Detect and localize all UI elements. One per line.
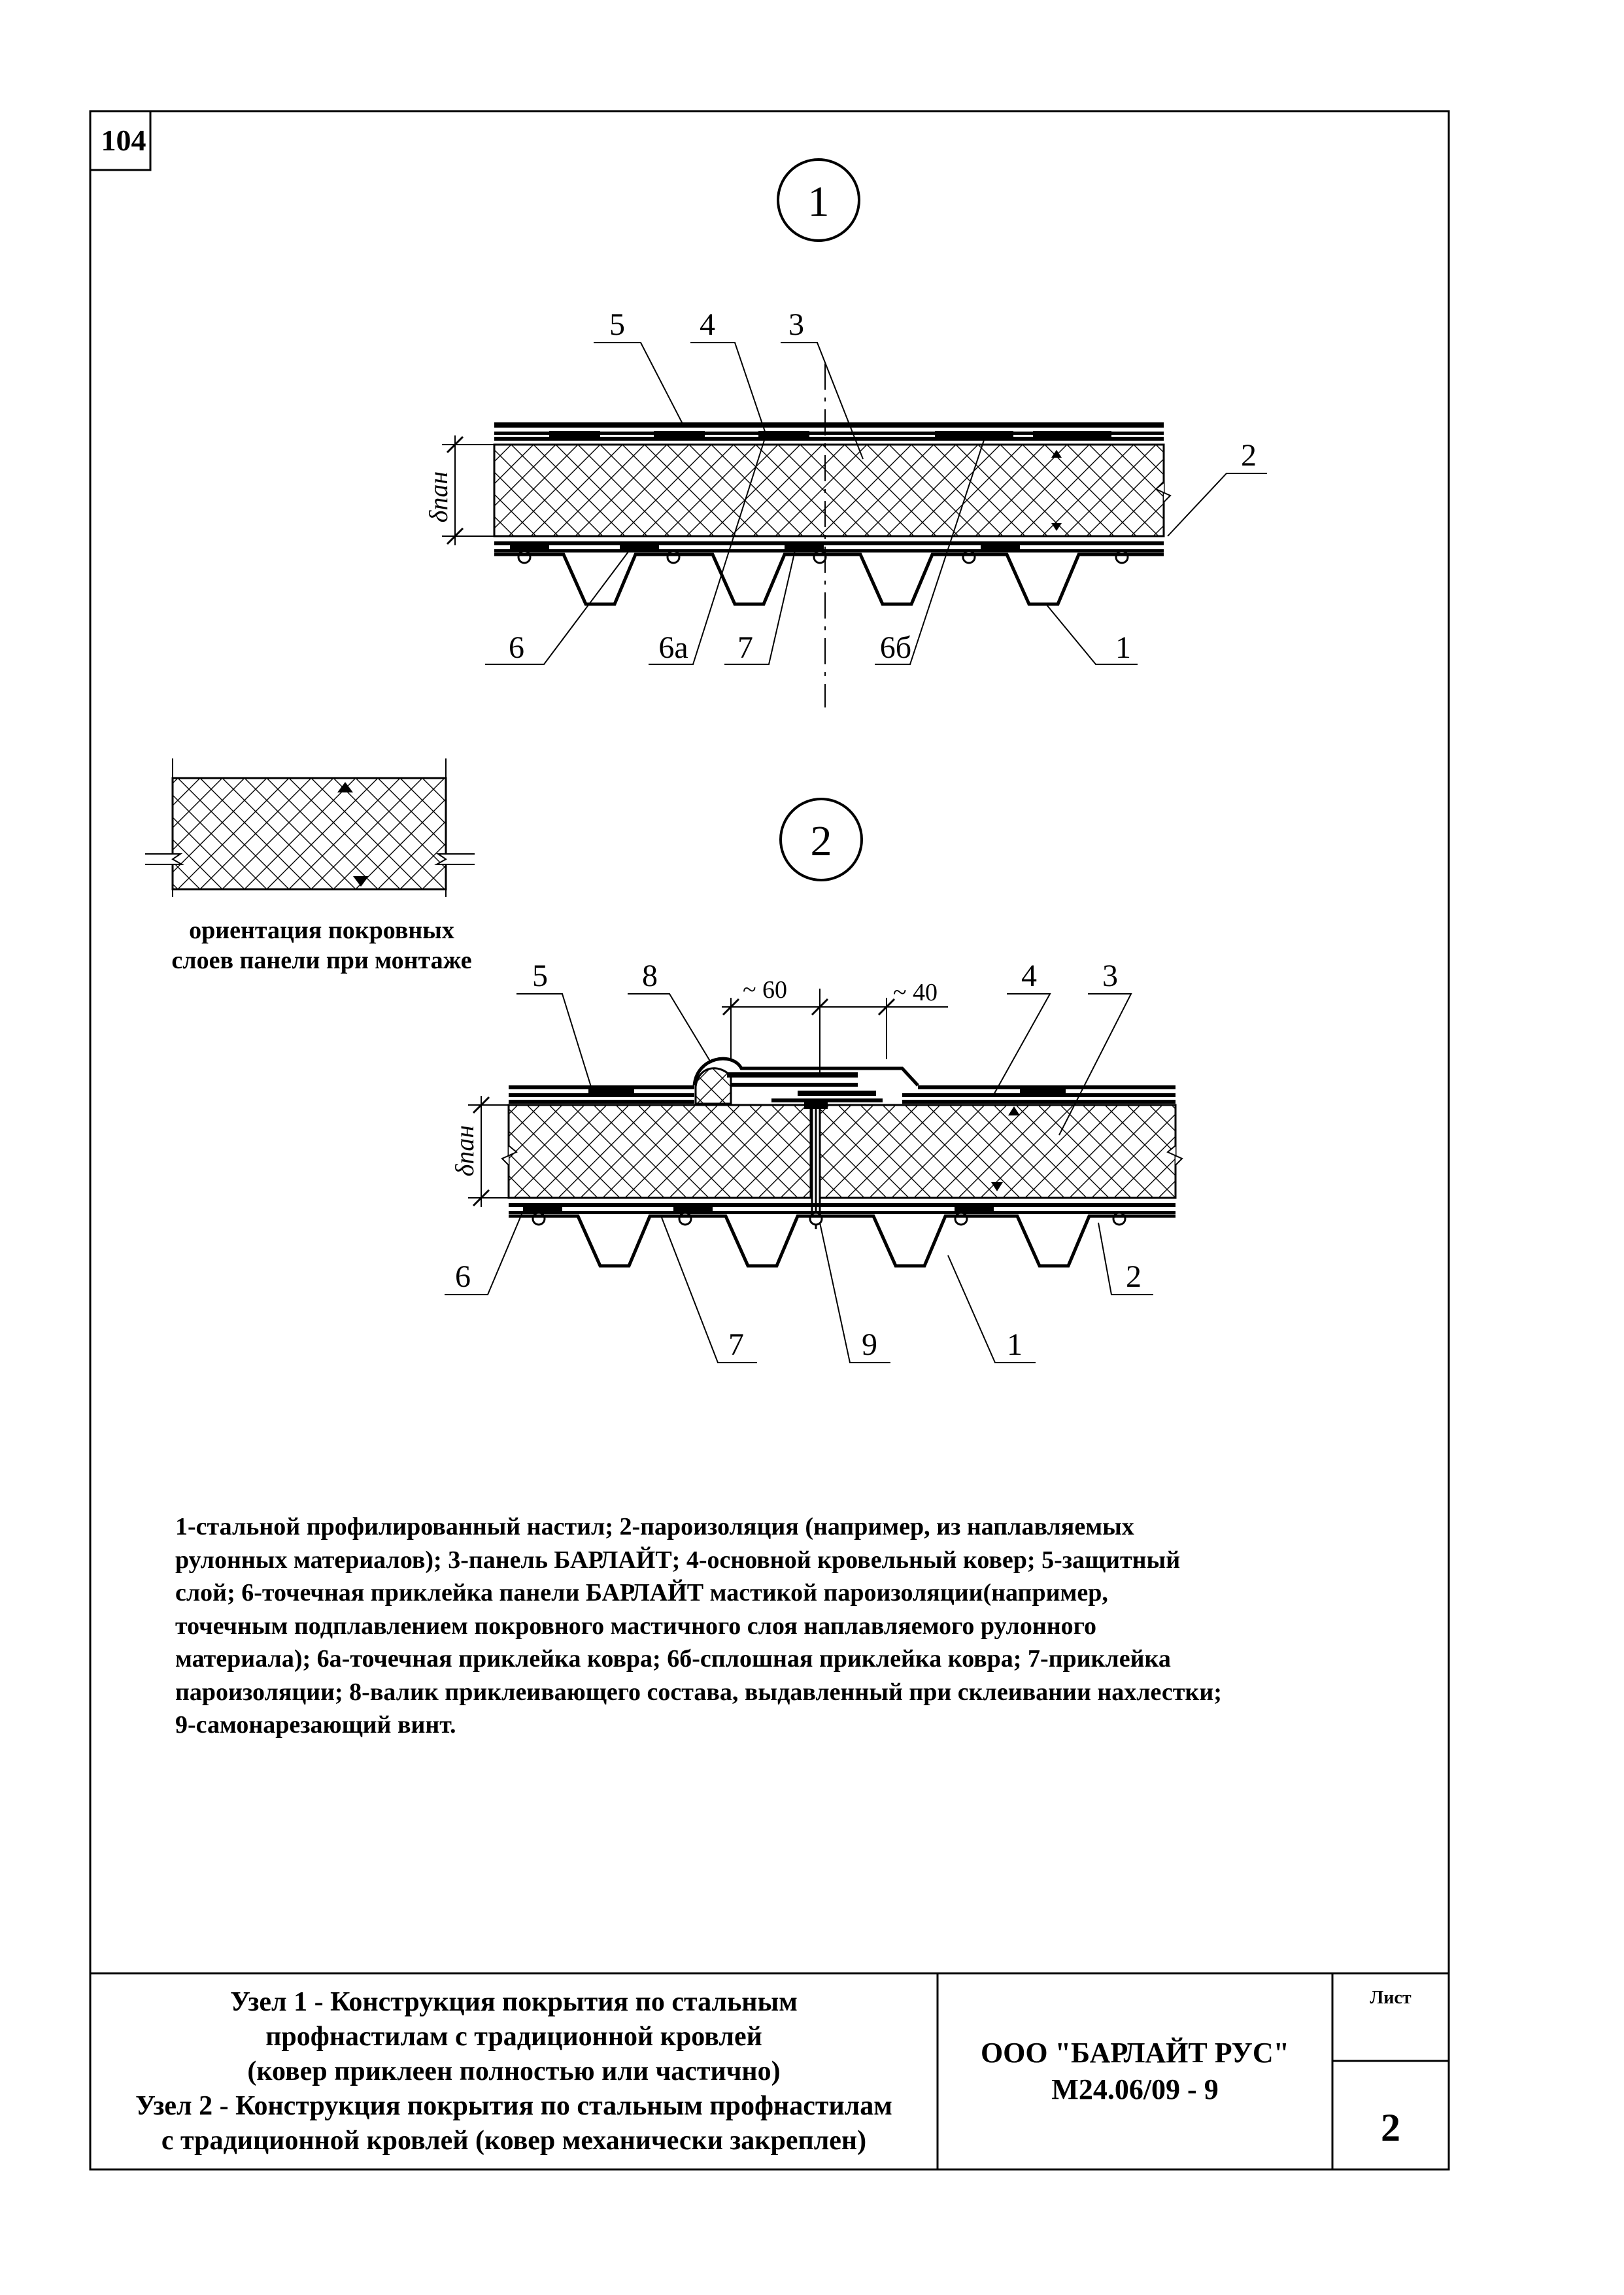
- title-block-line: Узел 2 - Конструкция покрытия по стальным профнастилам: [135, 2090, 892, 2121]
- node-1-callout-4: 4: [700, 307, 715, 342]
- legend-line: слой; 6-точечная приклейка панели БАРЛАЙТ мастикой пароизоляции(например,: [175, 1579, 1108, 1606]
- node-1-callout-6: 6: [509, 630, 524, 665]
- legend-line: точечным подплавлением покровного мастичного слоя наплавляемого рулонного: [175, 1612, 1096, 1640]
- title-block-organization: [938, 1973, 1332, 2169]
- node-2-dim-40: ~ 40: [892, 979, 938, 1006]
- node-2-callout-6: 6: [455, 1259, 471, 1294]
- title-block-line: с традиционной кровлей (ковер механически закреплен): [161, 2125, 867, 2156]
- orientation-caption-line: слоев панели при монтаже: [171, 947, 472, 974]
- node-1-callout-7: 7: [737, 630, 753, 665]
- node-1-callout-3: 3: [788, 307, 804, 342]
- legend-line: пароизоляции; 8-валик приклеивающего состава, выдавленный при склеивании нахлестки;: [175, 1678, 1222, 1706]
- node-1-callout-5: 5: [609, 307, 625, 342]
- organization-name: ООО "БАРЛАЙТ РУС": [980, 2037, 1290, 2069]
- orientation-sketch: [145, 758, 475, 897]
- title-block-line: Узел 1 - Конструкция покрытия по стальным: [230, 1986, 798, 2017]
- node-1-section: [424, 160, 1267, 707]
- page-number: 104: [101, 124, 146, 157]
- node-2-callout-2: 2: [1126, 1259, 1142, 1294]
- node-1-callout-6a: 6а: [658, 630, 688, 665]
- node-1-thickness-label: δпан: [424, 471, 453, 523]
- legend-line: рулонных материалов); 3-панель БАРЛАЙТ; 4-основной кровельный ковер; 5-защитный: [175, 1546, 1181, 1574]
- title-block-description: [90, 1973, 938, 2169]
- node-1-callout-6b: 6б: [879, 630, 912, 665]
- node-2-callout-5: 5: [532, 959, 548, 993]
- node-2-thickness-label: δпан: [450, 1125, 479, 1177]
- document-code: М24.06/09 - 9: [1051, 2073, 1219, 2105]
- node-1-callout-2: 2: [1241, 438, 1257, 473]
- legend-line: 9-самонарезающий винт.: [175, 1711, 456, 1739]
- legend-line: 1-стальной профилированный настил; 2-пароизоляция (например, из наплавляемых: [175, 1513, 1134, 1540]
- node-1-callout-1: 1: [1115, 630, 1131, 665]
- node-2-section: [445, 799, 1182, 1363]
- title-block-line: (ковер приклеен полностью или частично): [247, 2056, 781, 2086]
- node-2-dim-60: ~ 60: [742, 976, 788, 1004]
- sheet-number: 2: [1381, 2106, 1400, 2149]
- orientation-caption-line: ориентация покровных: [189, 917, 454, 944]
- node-2-callout-8: 8: [642, 959, 658, 993]
- node-2-callout-7: 7: [728, 1327, 744, 1362]
- legend-line: материала); 6а-точечная приклейка ковра; 6б-сплошная приклейка ковра; 7-приклейка: [175, 1645, 1171, 1673]
- orientation-caption: [139, 915, 505, 976]
- node-2-callout-1: 1: [1007, 1327, 1023, 1362]
- node-2-callout-4: 4: [1021, 959, 1037, 993]
- node-2-callout-3: 3: [1102, 959, 1118, 993]
- legend: [175, 1510, 1385, 1742]
- node-1-title: 1: [807, 178, 830, 226]
- title-block-line: профнастилам с традиционной кровлей: [265, 2021, 762, 2052]
- node-2-callout-9: 9: [862, 1327, 877, 1362]
- node-2-title: 2: [810, 817, 832, 865]
- sheet-label: Лист: [1370, 1988, 1412, 2008]
